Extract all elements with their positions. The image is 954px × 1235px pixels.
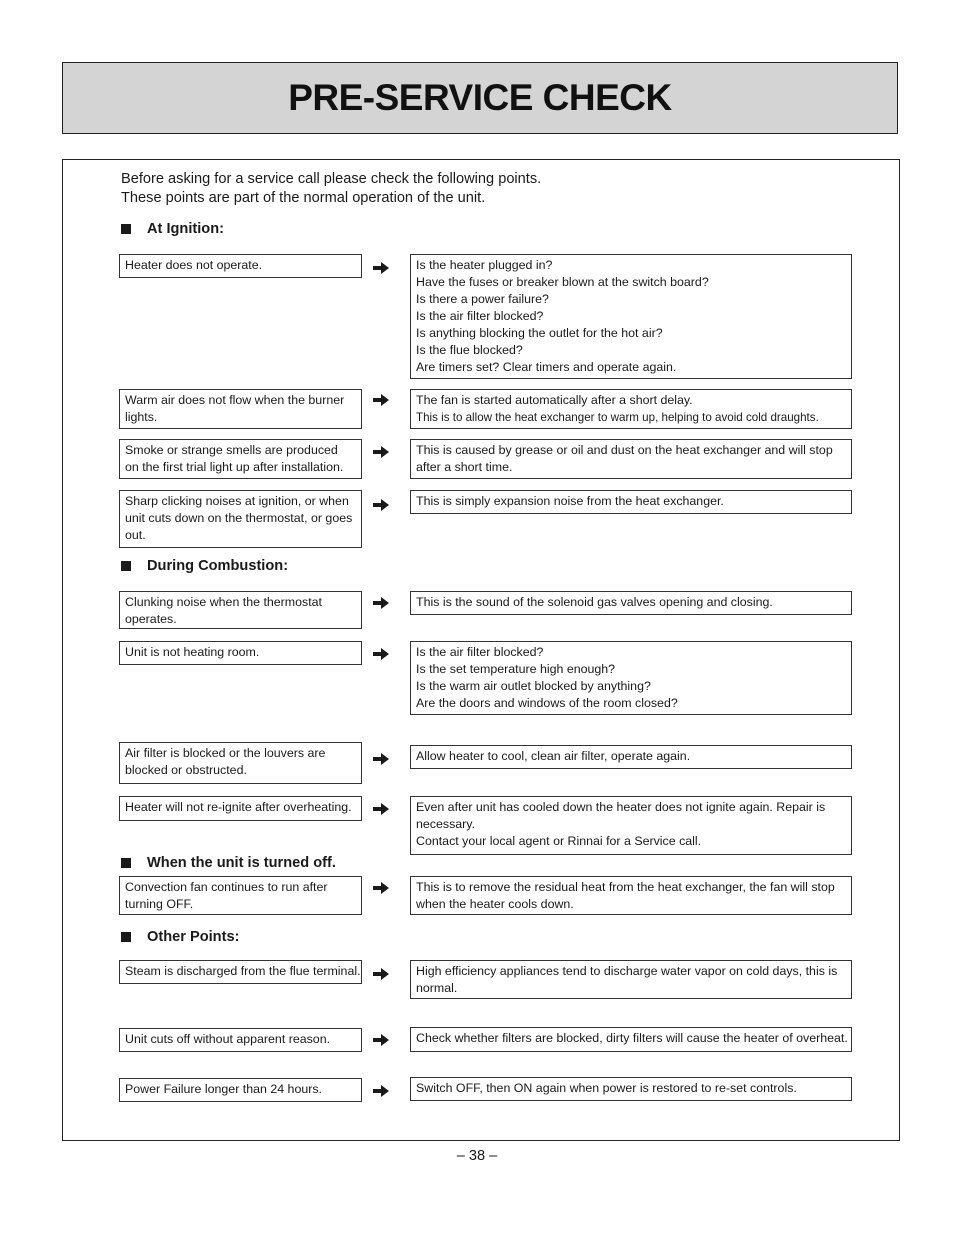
section-heading-text: At Ignition: — [147, 221, 224, 237]
solution-line: Is anything blocking the outlet for the hot air? — [416, 326, 663, 340]
right-arrow-icon — [373, 499, 389, 511]
right-arrow-icon — [373, 1085, 389, 1097]
condition-line: blocked or obstructed. — [125, 763, 247, 777]
solution-line: High efficiency appliances tend to discharge water vapor on cold days, this is — [416, 964, 838, 978]
solution-box — [410, 439, 852, 479]
condition-line: operates. — [125, 612, 177, 626]
right-arrow-icon — [373, 597, 389, 609]
condition-line: Heater will not re-ignite after overheating. — [125, 800, 352, 814]
condition-line: Power Failure longer than 24 hours. — [125, 1082, 322, 1096]
condition-line: Sharp clicking noises at ignition, or when — [125, 494, 349, 508]
right-arrow-icon — [373, 803, 389, 815]
right-arrow-icon — [373, 648, 389, 660]
solution-line: Is the heater plugged in? — [416, 258, 553, 272]
condition-line: Unit is not heating room. — [125, 645, 260, 659]
condition-box — [119, 439, 362, 479]
condition-box — [119, 591, 362, 629]
right-arrow-icon — [373, 446, 389, 458]
section-heading-other-points — [121, 929, 239, 945]
solution-box — [410, 1027, 852, 1052]
solution-box — [410, 254, 852, 379]
solution-line: Are timers set? Clear timers and operate again. — [416, 360, 677, 374]
condition-box — [119, 1078, 362, 1102]
condition-line: on the first trial light up after installation. — [125, 460, 344, 474]
condition-line: Steam is discharged from the flue terminal. — [125, 964, 361, 978]
solution-box — [410, 745, 852, 769]
condition-line: Clunking noise when the thermostat — [125, 595, 322, 609]
solution-line: Is the set temperature high enough? — [416, 662, 616, 676]
solution-line: This is to remove the residual heat from the heat exchanger, the fan will stop — [416, 880, 835, 894]
section-heading-text: During Combustion: — [147, 558, 289, 574]
right-arrow-icon — [373, 1034, 389, 1046]
solution-line: This is to allow the heat exchanger to warm up, helping to avoid cold draughts. — [416, 411, 819, 424]
right-arrow-icon — [373, 753, 389, 765]
condition-line: lights. — [125, 410, 158, 424]
solution-line: Contact your local agent or Rinnai for a Service call. — [416, 834, 702, 848]
right-arrow-icon — [373, 968, 389, 980]
solution-line: when the heater cools down. — [416, 897, 574, 911]
solution-box — [410, 641, 852, 715]
page-number: – 38 – — [456, 1148, 498, 1164]
solution-line: after a short time. — [416, 460, 513, 474]
solution-line: Is the warm air outlet blocked by anything? — [416, 679, 651, 693]
intro-line-1: Before asking for a service call please check the following points. — [121, 171, 542, 187]
section-heading-turned-off — [121, 855, 336, 871]
solution-line: Are the doors and windows of the room closed? — [416, 696, 678, 710]
condition-line: turning OFF. — [125, 897, 194, 911]
solution-line: Check whether filters are blocked, dirty filters will cause the heater of overheat. — [416, 1031, 848, 1045]
title-banner — [62, 62, 898, 134]
condition-line: Warm air does not flow when the burner — [125, 393, 345, 407]
condition-line: Unit cuts off without apparent reason. — [125, 1032, 331, 1046]
solution-line: normal. — [416, 981, 458, 995]
solution-box — [410, 1077, 852, 1101]
condition-box — [119, 389, 362, 429]
section-heading-at-ignition — [121, 221, 224, 237]
square-bullet-icon — [121, 932, 131, 942]
solution-box — [410, 389, 852, 429]
condition-line: Convection fan continues to run after — [125, 880, 328, 894]
condition-box — [119, 1028, 362, 1052]
square-bullet-icon — [121, 858, 131, 868]
solution-box — [410, 796, 852, 855]
right-arrow-icon — [373, 882, 389, 894]
condition-line: Heater does not operate. — [125, 258, 263, 272]
condition-box — [119, 641, 362, 665]
page-title: PRE-SERVICE CHECK — [288, 77, 672, 118]
section-heading-during-combustion — [121, 558, 288, 574]
section-heading-text: When the unit is turned off. — [147, 855, 336, 871]
condition-line: Air filter is blocked or the louvers are — [125, 746, 326, 760]
condition-box — [119, 876, 362, 915]
solution-line: This is the sound of the solenoid gas valves opening and closing. — [416, 595, 773, 609]
solution-line: necessary. — [416, 817, 475, 831]
solution-box — [410, 960, 852, 999]
condition-box — [119, 490, 362, 548]
condition-box — [119, 742, 362, 784]
condition-line: out. — [125, 528, 146, 542]
solution-box — [410, 876, 852, 915]
solution-line: This is caused by grease or oil and dust on the heat exchanger and will stop — [416, 443, 833, 457]
square-bullet-icon — [121, 224, 131, 234]
solution-line: Have the fuses or breaker blown at the switch board? — [416, 275, 709, 289]
condition-box — [119, 796, 362, 821]
condition-box — [119, 960, 362, 984]
solution-line: Is there a power failure? — [416, 292, 549, 306]
condition-line: Smoke or strange smells are produced — [125, 443, 338, 457]
solution-line: The fan is started automatically after a short delay. — [416, 393, 693, 407]
solution-line: Is the air filter blocked? — [416, 309, 544, 323]
solution-line: Is the air filter blocked? — [416, 645, 544, 659]
solution-line: Switch OFF, then ON again when power is restored to re-set controls. — [416, 1081, 797, 1095]
solution-line: This is simply expansion noise from the heat exchanger. — [416, 494, 724, 508]
solution-line: Is the flue blocked? — [416, 343, 523, 357]
square-bullet-icon — [121, 561, 131, 571]
solution-line: Allow heater to cool, clean air filter, operate again. — [416, 749, 691, 763]
section-heading-text: Other Points: — [147, 929, 240, 945]
solution-box — [410, 490, 852, 514]
condition-line: unit cuts down on the thermostat, or goes — [125, 511, 353, 525]
right-arrow-icon — [373, 394, 389, 406]
right-arrow-icon — [373, 262, 389, 274]
solution-box — [410, 591, 852, 615]
condition-box — [119, 254, 362, 278]
intro-line-2: These points are part of the normal operation of the unit. — [121, 190, 486, 206]
solution-line: Even after unit has cooled down the heater does not ignite again. Repair is — [416, 800, 826, 814]
